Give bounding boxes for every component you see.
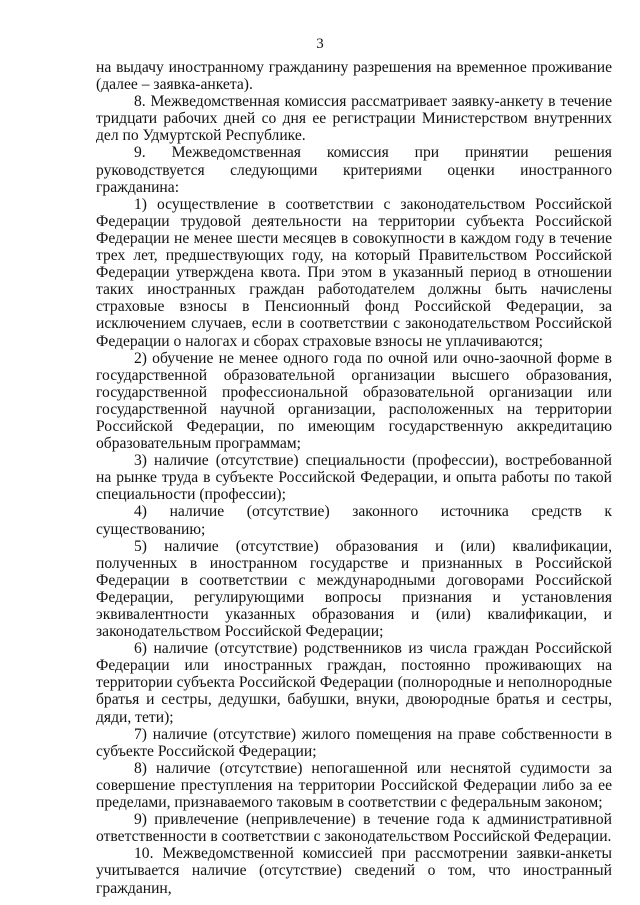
- paragraph-continuation: на выдачу иностранному гражданину разрешения на временное проживание (далее – заявка-анкета).: [96, 59, 612, 94]
- criterion-5: 5) наличие (отсутствие) образования и (или) квалификации, полученных в иностранном государстве и признанных в Российской Федерации в соответствии с международными договорами Российской Федерации, регулирующими вопросы признания и установления эквивалентности указанных образования и (или) квалификации, и законодательством Российской Федерации;: [96, 537, 612, 641]
- criterion-6: 6) наличие (отсутствие) родственников из числа граждан Российской Федерации или иностранных граждан, постоянно проживающих на территории субъекта Российской Федерации (полнородные и неполнородные братья и сестры, дедушки, бабушки, внуки, двоюродные братья и сестры, дяди, тети);: [96, 640, 612, 726]
- paragraph-item-9: 9. Межведомственная комиссия при принятии решения руководствуется следующими критериями оценки иностранного гражданина:: [96, 144, 612, 196]
- criterion-4: 4) наличие (отсутствие) законного источника средств к существованию;: [96, 503, 612, 538]
- document-body: [96, 59, 612, 897]
- paragraph-item-8: 8. Межведомственная комиссия рассматривает заявку-анкету в течение тридцати рабочих дней со дня ее регистрации Министерством внутренних дел по Удмуртской Республике.: [96, 93, 612, 145]
- criterion-2: 2) обучение не менее одного года по очной или очно-заочной форме в государственной образовательной организации высшего образования, государственной профессиональной образовательной организации или государственной научной организации, расположенных на территории Российской Федерации, по имеющим государственную аккредитацию образовательным программам;: [96, 349, 612, 453]
- page-number: 3: [316, 36, 324, 52]
- criterion-3: 3) наличие (отсутствие) специальности (профессии), востребованной на рынке труда в субъекте Российской Федерации, и опыта работы по такой специальности (профессии);: [96, 452, 612, 504]
- criterion-8: 8) наличие (отсутствие) непогашенной или неснятой судимости за совершение преступления на территории Российской Федерации либо за ее пределами, признаваемого таковым в соответствии с федеральным законом;: [96, 759, 612, 812]
- criterion-1: 1) осуществление в соответствии с законодательством Российской Федерации трудовой деятельности на территории субъекта Российской Федерации не менее шести месяцев в совокупности в каждом году в течение трех лет, предшествующих году, на который Правительством Российской Федерации утверждена квота. При этом в указанный период в отношении таких иностранных граждан работодателем должны быть начислены страховые взносы в Пенсионный фонд Российской Федерации, за исключением случаев, если в соответствии с законодательством Российской Федерации о налогах и сборах страховые взносы не уплачиваются;: [96, 195, 612, 350]
- criterion-9: 9) привлечение (непривлечение) в течение года к административной ответственности в соответствии с законодательством Российской Федерации.: [96, 811, 612, 846]
- criterion-7: 7) наличие (отсутствие) жилого помещения на праве собственности в субъекте Российской Федерации;: [96, 725, 612, 760]
- paragraph-item-10: 10. Межведомственной комиссией при рассмотрении заявки-анкеты учитывается наличие (отсутствие) сведений о том, что иностранный гражданин,: [96, 845, 612, 897]
